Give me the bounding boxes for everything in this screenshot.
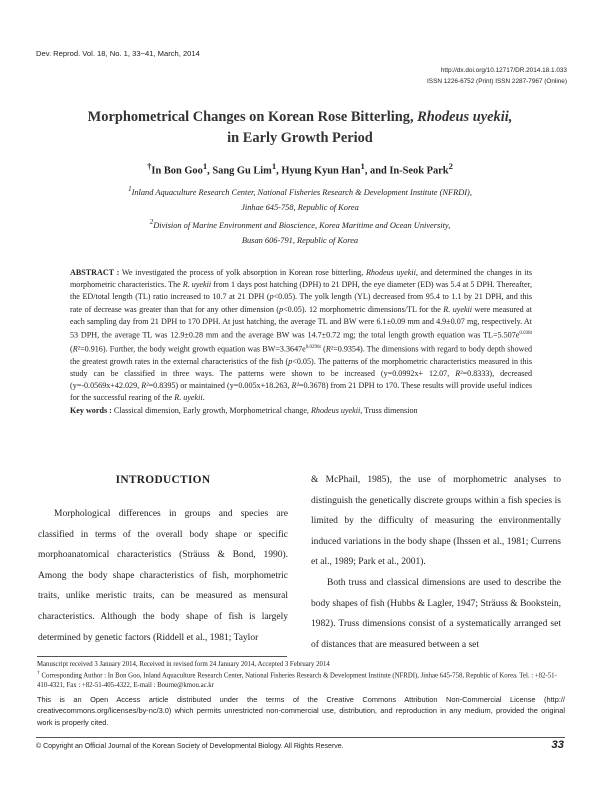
body-paragraph: Morphological differences in groups and species are classified in terms of the overall body shape or specific morphoanatomical characteristics (Sträuss & Bond, 1990). Among the body shape characteristics of fish, morphometric traits, unlike meristic traits, can be measured as mensural characteristics. Although the body shape of fish is largely determined by genetic factors (Riddell et al., 1981; Taylor: [38, 509, 288, 643]
abstract-text: were measured at each sampling day from 21 DPH to 170 DPH. At just hatching, the average TL and BW were 6.1±0.09 mm and 4.9±0.07 mg, respectively. At 53 DPH, the average TL was 12.9±0.28 mm and the average BW was 14.7±0.72 mg; the total length growth equation was TL=5.507e: [70, 304, 532, 340]
footnotes: [37, 660, 565, 690]
paper-title: [40, 107, 560, 149]
abstract-text: <0.05). The patterns of the morphometric characteristics measured in this study can be classified in three ways. The patterns were shown to be increased (y=0.0992x+ 12.07,: [70, 356, 532, 378]
abstract-label: ABSTRACT :: [70, 268, 120, 277]
abstract-text: <0.05). The yolk length (YL) decreased from 95.4 to 1.1 by 21 DPH, and this rate of decrease was greater than that for any other dimension (: [70, 292, 532, 314]
page-number: 33: [551, 739, 564, 751]
abstract-text: =0.8395) or maintained (y=0.005x+18.263,: [148, 381, 292, 391]
body-paragraph: Both truss and classical dimensions are used to describe the body shapes of fish (Hubbs & Lagler, 1947; Sträuss & Bookstein, 1982). Truss dimensions consist of a systematically arranged set of distances that are measured between a set: [311, 577, 561, 650]
r-squared-symbol: R²: [325, 344, 334, 354]
p-value-symbol: p: [279, 304, 284, 314]
author-affiliation-mark: 1: [202, 161, 208, 171]
abstract-text: <0.05). 12 morphometric dimensions/TL for the: [283, 304, 444, 314]
abstract-text: We investigated the process of yolk absorption in Korean rose bitterling,: [119, 268, 366, 277]
abstract-text: from 1 days post hatching (DPH) to 21 DPH, the eye diameter (ED) was 5.4 at 5 DPH. Thereafter, the ED/total length (TL) ratio increased to 10.7 at 21 DPH (: [70, 280, 533, 302]
keywords-text: Classical dimension, Early growth, Morphometrical change,: [111, 405, 311, 415]
corresponding-author-note: [37, 669, 565, 690]
corresponding-dagger: †: [147, 161, 152, 171]
doi-issn-block: [427, 65, 567, 87]
abstract-body: [70, 267, 532, 405]
corresponding-author-text: Corresponding Author : In Bon Goo, Inland Aquaculture Research Center, National Fisheries Research & Development Institute (NFRDI), Jinhae 645-758, Republic of Korea. Tel. : +82-51-410-4321, Fax : +82-51-405-4322, E-mail : Bourne@kmou.ac.kr: [37, 672, 557, 689]
author-separator: , and: [364, 165, 390, 177]
affiliation-2: [60, 215, 540, 233]
abstract-text: =0.3678) from 21 DPH to 170. These results will provide useful indices for the successful rearing of the: [70, 381, 532, 403]
affiliation-1-address: Jinhae 645-758, Republic of Korea: [241, 202, 359, 212]
p-value-symbol: p: [288, 356, 293, 366]
equation-exponent: 0.0296t: [305, 344, 321, 350]
author-name: Sang Gu Lim: [212, 165, 272, 177]
abstract: [70, 267, 532, 417]
abstract-text: =0.916). Further, the body weight growth equation was BW=3.3647e: [80, 344, 306, 354]
affiliation-1: [60, 182, 540, 200]
p-value-symbol: p: [269, 292, 274, 302]
abstract-text: =0.9354). The dimensions with regard to body depth showed the greatest growth rates in the external characteristics of the fish (: [70, 344, 533, 366]
doi-link[interactable]: http://dx.doi.org/10.12717/DR.2014.18.1.033: [440, 67, 567, 74]
author-separator: ,: [276, 165, 282, 177]
footnote-divider: [37, 656, 287, 657]
author-list: [40, 161, 560, 176]
affiliation-text: Inland Aquaculture Research Center, National Fisheries Research & Development Institute (NFRDI),: [131, 187, 472, 197]
copyright-notice: © Copyright an Official Journal of the Korean Society of Developmental Biology. All Rights Reserve.: [36, 743, 344, 750]
species-name: R. uyekii: [174, 393, 203, 403]
r-squared-symbol: R²: [291, 381, 299, 391]
title-line2: in Early Growth Period: [227, 130, 373, 146]
corresponding-dagger: †: [37, 670, 40, 677]
keywords-label: Key words :: [70, 405, 112, 415]
affiliation-text: Division of Marine Environment and Bioscience, Korea Maritime and Ocean University,: [153, 220, 451, 230]
body-paragraph: & McPhail, 1985), the use of morphometric analyses to distinguish the genetically discrete groups within a fish species is limited by the difficulty of measuring the environmentally induced variations in the body shape (Ihssen et al., 1981; Currens et al., 1989; Park et al., 2001).: [311, 475, 561, 568]
open-access-notice: This is an Open Access article distributed under the terms of the Creative Commons Attribution Non-Commercial License (http:// creativecommons.org/licenses/by-nc/3.0) which permits unrestricted non-commercial use, distribution, and reproduction in any medium, provided the original work is properly cited.: [37, 695, 565, 727]
title-species: Rhodeus uyekii,: [417, 109, 513, 125]
abstract-text: (: [70, 344, 73, 354]
species-name: Rhodeus uyekii: [310, 405, 361, 415]
journal-reference: Dev. Reprod. Vol. 18, No. 1, 33~41, March, 2014: [36, 49, 200, 58]
body-column-left: [38, 470, 288, 648]
title-line1-prefix: Morphometrical Changes on Korean Rose Bitterling,: [87, 109, 418, 125]
keywords: [70, 405, 532, 417]
species-name: R. uyekii: [443, 304, 473, 314]
r-squared-symbol: R²: [141, 381, 149, 391]
body-column-right: [311, 470, 561, 655]
species-name: R. uyekii: [182, 280, 212, 290]
affiliation-2-address: Busan 606-791, Republic of Korea: [241, 235, 359, 245]
affiliation-mark: 2: [149, 217, 154, 226]
author-affiliation-mark: 1: [360, 161, 365, 171]
abstract-text: (: [320, 344, 326, 354]
abstract-text: , and determined the changes in its morphometric characteristics. The: [70, 268, 532, 290]
species-name: Rhodeus uyekii: [365, 268, 416, 277]
footer-divider: [36, 737, 565, 738]
author-name: In Bon Goo: [151, 165, 203, 177]
affiliations: [60, 182, 540, 248]
author-affiliation-mark: 1: [271, 161, 277, 171]
author-separator: ,: [207, 165, 213, 177]
abstract-text: .: [202, 393, 205, 403]
abstract-text: =0.8333), decreased (y=-0.0569x+42.029,: [70, 369, 532, 391]
r-squared-symbol: R²: [455, 369, 463, 378]
author-affiliation-mark: 2: [448, 161, 453, 171]
equation-exponent: 0.038t: [519, 331, 532, 337]
r-squared-symbol: R²: [72, 344, 81, 354]
affiliation-mark: 1: [128, 185, 132, 193]
manuscript-dates: Manuscript received 3 January 2014, Received in revised form 24 January 2014, Accepted 3 February 2014: [37, 661, 330, 668]
keywords-text: , Truss dimension: [360, 405, 418, 415]
issn-line: ISSN 1226-6752 (Print) ISSN 2287-7967 (Online): [427, 78, 567, 85]
section-heading-introduction: INTRODUCTION: [115, 474, 211, 486]
author-name: Hyung Kyun Han: [281, 165, 361, 177]
author-name: In-Seok Park: [389, 165, 449, 177]
